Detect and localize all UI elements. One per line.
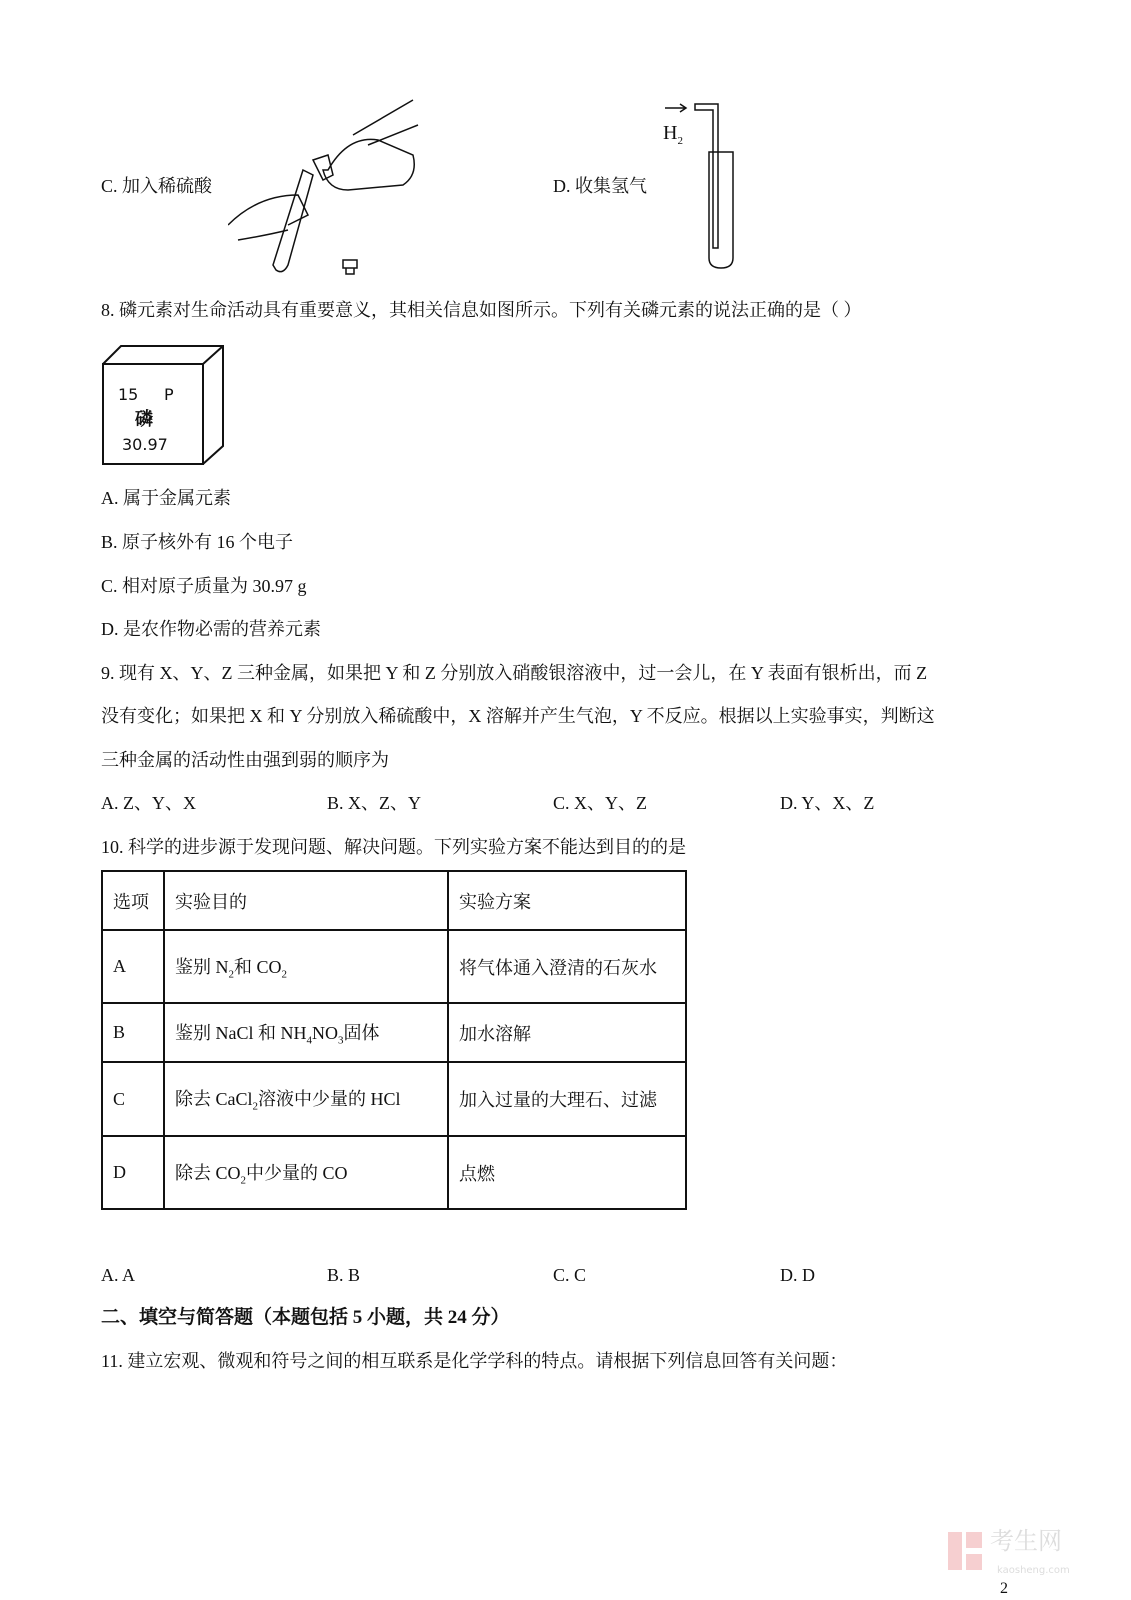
q9-option-b: B. X、Z、Y [327,793,421,813]
section-heading: 二、填空与简答题（本题包括 5 小题，共 24 分） [101,1307,510,1328]
q10-stem: 10. 科学的进步源于发现问题、解决问题。下列实验方案不能达到目的的是 [101,837,686,857]
table-row [102,1136,686,1209]
watermark-url: kaosheng.com [997,1565,1070,1576]
table-header-row [102,871,686,930]
header-plan: 实验方案 [448,871,686,930]
row-option: D [102,1136,164,1209]
element-name: 磷 [135,409,153,429]
q10-option-a: A. A [101,1265,136,1285]
q9-stem-line-2: 没有变化；如果把 X 和 Y 分别放入稀硫酸中，X 溶解并产生气泡，Y 不反应。根据以上实验事实，判断这 [101,706,935,726]
q10-option-b: B. B [327,1265,361,1285]
q8-option-a: A. 属于金属元素 [101,488,231,508]
h2-subscript: 2 [677,135,683,147]
q9-option-d: D. Y、X、Z [780,793,875,813]
row-goal: 除去 CaCl$_2$溶液中少量的 HCl [164,1062,448,1136]
q9-option-c: C. X、Y、Z [553,793,647,813]
q11-stem: 11. 建立宏观、微观和符号之间的相互联系是化学学科的特点。请根据下列信息回答有关问题： [101,1351,848,1371]
q9-option-a: A. Z、Y、X [101,793,196,813]
page-number: 2 [1000,1580,1008,1597]
q7-option-c-label: C. 加入稀硫酸 [101,176,213,196]
q8-stem: 8. 磷元素对生命活动具有重要意义，其相关信息如图所示。下列有关磷元素的说法正确的是（ ） [101,300,862,320]
element-number: 15 [118,385,139,404]
row-option: C [102,1062,164,1136]
row-goal: 鉴别 NaCl 和 $NH_4NO_3$固体 [164,1003,448,1062]
q10-option-c: C. C [553,1265,587,1285]
row-goal: 鉴别 $N_2$和 $CO_2$ [164,930,448,1003]
row-plan: 加水溶解 [448,1003,686,1062]
row-option: B [102,1003,164,1062]
row-option: A [102,930,164,1003]
h2-label: H [663,122,678,144]
q9-stem-line-1: 9. 现有 X、Y、Z 三种金属，如果把 Y 和 Z 分别放入硝酸银溶液中，过一会儿，在 Y 表面有银析出，而 Z [101,663,928,683]
table-row [102,930,686,1003]
q8-option-c: C. 相对原子质量为 30.97 g [101,576,307,596]
watermark-logo [948,1532,984,1570]
row-goal: 除去 $CO_2$中少量的 CO [164,1136,448,1209]
q8-option-b: B. 原子核外有 16 个电子 [101,532,294,552]
q10-table [101,870,687,1210]
watermark-text: 考生网 [990,1527,1062,1555]
q9-stem-line-3: 三种金属的活动性由强到弱的顺序为 [101,750,389,770]
q10-option-d: D. D [780,1265,815,1285]
table-row [102,1062,686,1136]
element-mass: 30.97 [122,435,168,454]
element-symbol: P [164,385,174,404]
q7-option-d-label: D. 收集氢气 [553,176,647,196]
header-goal: 实验目的 [164,871,448,930]
header-option: 选项 [102,871,164,930]
row-plan: 点燃 [448,1136,686,1209]
q8-option-d: D. 是农作物必需的营养元素 [101,619,321,639]
row-plan: 将气体通入澄清的石灰水 [448,930,686,1003]
table-row [102,1003,686,1062]
pour-acid-illustration [228,95,428,275]
row-plan: 加入过量的大理石、过滤 [448,1062,686,1136]
